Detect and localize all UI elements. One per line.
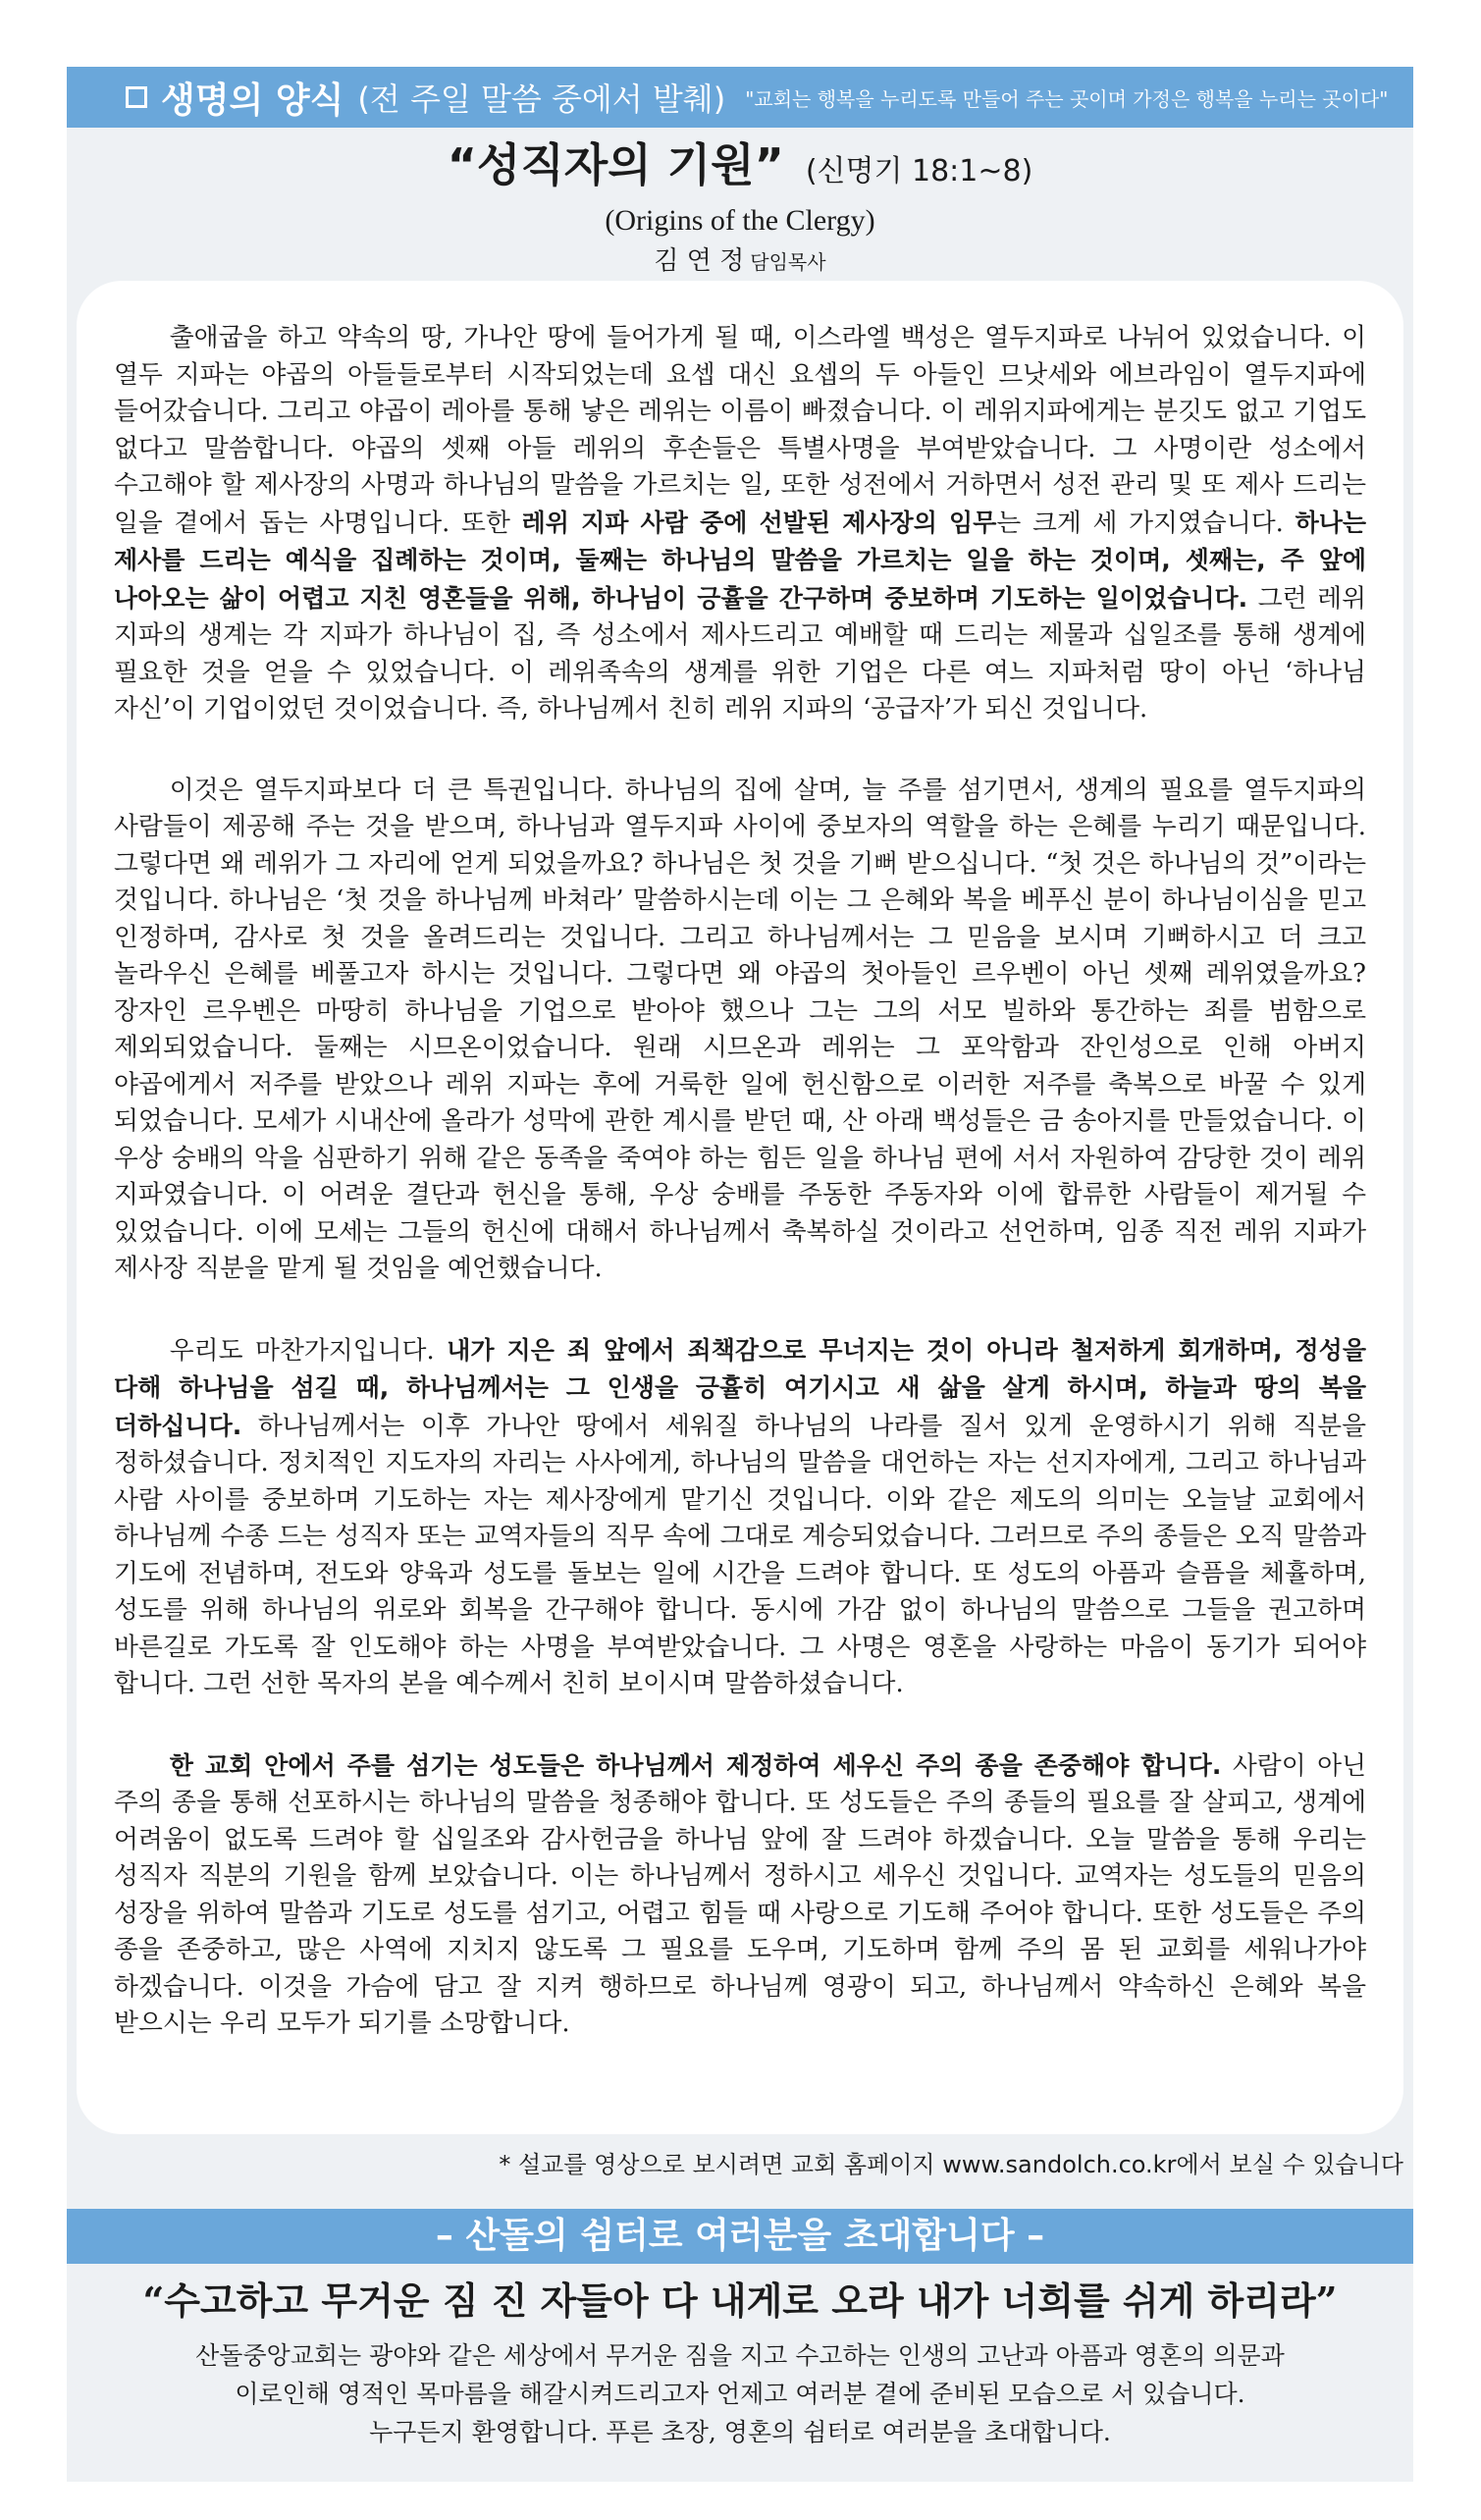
preacher-role: 담임목사 xyxy=(750,250,826,274)
section-banner xyxy=(67,67,1413,128)
section-title: 생명의 양식 xyxy=(161,80,344,121)
sermon-paragraph-4: 한 교회 안에서 주를 섬기는 성도들은 하나님께서 제정하여 세우신 주의 종을 존중해야 합니다. 사람이 아닌 주의 종을 통해 선포하시는 하나님의 말씀을 청종해야 합니다. 또 성도들은 주의 종들의 필요를 잘 살피고, 생계에 어려움이 없도록 드려야 할 십일조와 감사헌금을 하나님 앞에 잘 드려야 하겠습니다. 오늘 말씀을 통해 우리는 성직자 직분의 기원을 함께 보았습니다. 이는 하나님께서 정하시고 세우신 것입니다. 교역자는 성도들의 믿음의 성장을 위하여 말씀과 기도로 성도를 섬기고, 어렵고 힘들 때 사랑으로 기도해 주어야 합니다. 또한 성도들은 주의 종을 존중하고, 많은 사역에 지치지 않도록 그 필요를 도우며, 기도하며 함께 주의 몸 된 교회를 세워나가야 하겠습니다. 이것을 가슴에 담고 잘 지켜 행하므로 하나님께 영광이 되고, 하나님께서 약속하신 은혜와 복을 받으시는 우리 모두가 되기를 소망합니다. xyxy=(114,1750,1366,2038)
checkbox-icon xyxy=(126,86,147,108)
preacher-name: 김 연 정 xyxy=(654,246,745,276)
invitation-line: 이로인해 영적인 목마름을 해갈시켜드리고자 언제고 여러분 곁에 준비된 모습으로 서 있습니다. xyxy=(235,2380,1245,2408)
sermon-paragraph-3: 우리도 마찬가지입니다. 내가 지은 죄 앞에서 죄책감으로 무너지는 것이 아니라 철저하게 회개하며, 정성을 다해 하나님을 섬길 때, 하나님께서는 그 인생을 긍휼히 여기시고 새 삶을 살게 하시며, 하늘과 땅의 복을 더하십니다. 하나님께서는 이후 가나안 땅에서 세워질 하나님의 나라를 질서 있게 운영하시기 위해 직분을 정하셨습니다. 정치적인 지도자의 자리는 사사에게, 하나님의 말씀을 대언하는 자는 선지자에게, 그리고 하나님과 사람 사이를 중보하며 기도하는 자는 제사장에게 맡기신 것입니다. 이와 같은 제도의 의미는 오늘날 교회에서 하나님께 수종 드는 성직자 또는 교역자들의 직무 속에 그대로 계승되었습니다. 그러므로 주의 종들은 오직 말씀과 기도에 전념하며, 전도와 양육과 성도를 돌보는 일에 시간을 드려야 합니다. 또 성도의 아픔과 슬픔을 체휼하며, 성도를 위해 하나님의 위로와 회복을 간구해야 합니다. 동시에 가감 없이 하나님의 말씀으로 그들을 권고하며 바른길로 가도록 잘 인도해야 하는 사명을 부여받았습니다. 그 사명은 영혼을 사랑하는 마음이 동기가 되어야 합니다. 그런 선한 목자의 본을 예수께서 친히 보이시며 말씀하셨습니다. xyxy=(114,1335,1366,1698)
sermon-paragraph-1: 출애굽을 하고 약속의 땅, 가나안 땅에 들어가게 될 때, 이스라엘 백성은 열두지파로 나뉘어 있었습니다. 이 열두 지파는 야곱의 아들들로부터 시작되었는데 요셉 대신 요셉의 두 아들인 므낫세와 에브라임이 열두지파에 들어갔습니다. 그리고 야곱이 레아를 통해 낳은 레위는 이름이 빠졌습니다. 이 레위지파에게는 분깃도 없고 기업도 없다고 말씀합니다. 야곱의 셋째 아들 레위의 후손들은 특별사명을 부여받았습니다. 그 사명이란 성소에서 수고해야 할 제사장의 사명과 하나님의 말씀을 가르치는 일, 또한 성전에서 거하면서 성전 관리 및 또 제사 드리는 일을 곁에서 돕는 사명입니다. 또한 레위 지파 사람 중에 선발된 제사장의 임무는 크게 세 가지였습니다. 하나는 제사를 드리는 예식을 집례하는 것이며, 둘째는 하나님의 말씀을 가르치는 일을 하는 것이며, 셋째는, 주 앞에 나아오는 삶이 어렵고 지친 영혼들을 위해, 하나님이 긍휼을 간구하며 중보하며 기도하는 일이었습니다. 그런 레위 지파의 생계는 각 지파가 하나님이 집, 즉 성소에서 제사드리고 예배할 때 드리는 제물과 십일조를 통해 생계에 필요한 것을 얻을 수 있었습니다. 이 레위족속의 생계를 위한 기업은 다른 여느 지파처럼 땅이 아닌 ‘하나님 자신’이 기업이었던 것이었습니다. 즉, 하나님께서 친히 레위 지파의 ‘공급자’가 되신 것입니다. xyxy=(114,323,1367,724)
sermon-header xyxy=(67,137,1413,281)
invitation-banner: – 산돌의 쉼터로 여러분을 초대합니다 – xyxy=(67,2209,1413,2264)
preacher xyxy=(67,242,1413,281)
invitation-line: 산돌중앙교회는 광야와 같은 세상에서 무거운 짐을 지고 수고하는 인생의 고난과 아픔과 영혼의 의문과 xyxy=(195,2341,1285,2370)
bulletin-page xyxy=(67,67,1413,2482)
section-quote: "교회는 행복을 누리도록 만들어 주는 곳이며 가정은 행복을 누리는 곳이다" xyxy=(745,86,1389,111)
section-subtitle: (전 주일 말씀 중에서 발췌) xyxy=(357,80,726,118)
sermon-title: “성직자의 기원” xyxy=(447,138,784,191)
english-title: (Origins of the Clergy) xyxy=(605,204,875,237)
invitation-text xyxy=(67,2336,1413,2451)
sermon-paragraph-2: 이것은 열두지파보다 더 큰 특권입니다. 하나님의 집에 살며, 늘 주를 섬기면서, 생계의 필요를 열두지파의 사람들이 제공해 주는 것을 받으며, 하나님과 열두지파 사이에 중보자의 역할을 하는 은혜를 누리기 때문입니다. 그렇다면 왜 레위가 그 자리에 얻게 되었을까요? 하나님은 첫 것을 기뻐 받으십니다. “첫 것은 하나님의 것”이라는 것입니다. 하나님은 ‘첫 것을 하나님께 바쳐라’ 말씀하시는데 이는 그 은혜와 복을 베푸신 분이 하나님이심을 믿고 인정하며, 감사로 첫 것을 올려드리는 것입니다. 그리고 하나님께서는 그 믿음을 보시며 기뻐하시고 더 크고 놀라우신 은혜를 베풀고자 하시는 것입니다. 그렇다면 왜 야곱의 첫아들인 르우벤이 아닌 셋째 레위였을까요? 장자인 르우벤은 마땅히 하나님을 기업으로 받아야 했으나 그는 그의 서모 빌하와 통간하는 죄를 범함으로 제외되었습니다. 둘째는 시므온이었습니다. 원래 시므온과 레위는 그 포악함과 잔인성으로 인해 아버지 야곱에게서 저주를 받았으나 레위 지파는 후에 거룩한 일에 헌신함으로 이러한 저주를 축복으로 바꿀 수 있게 되었습니다. 모세가 시내산에 올라가 성막에 관한 계시를 받던 때, 산 아래 백성들은 금 송아지를 만들었습니다. 이 우상 숭배의 악을 심판하기 위해 같은 동족을 죽여야 하는 힘든 일을 하나님 편에 서서 자원하여 감당한 것이 레위 지파였습니다. 이 어려운 결단과 헌신을 통해, 우상 숭배를 주동한 주동자와 이에 합류한 사람들이 제거될 수 있었습니다. 이에 모세는 그들의 헌신에 대해서 하나님께서 축복하실 것이라고 선언하며, 임종 직전 레위 지파가 제사장 직분을 맡게 될 것임을 예언했습니다. xyxy=(114,775,1366,1283)
invitation-line: 누구든지 환영합니다. 푸른 초장, 영혼의 쉼터로 여러분을 초대합니다. xyxy=(369,2418,1111,2446)
video-footnote: * 설교를 영상으로 보시려면 교회 홈페이지 www.sandolch.co.kr에서 보실 수 있습니다 xyxy=(499,2151,1403,2178)
sermon-body-card xyxy=(77,281,1403,2134)
scripture-reference: (신명기 18:1~8) xyxy=(805,154,1033,188)
sermon-title-line xyxy=(67,137,1413,199)
invitation-quote: “수고하고 무거운 짐 진 자들아 다 내게로 오라 내가 너희를 쉬게 하리라” xyxy=(142,2279,1338,2323)
